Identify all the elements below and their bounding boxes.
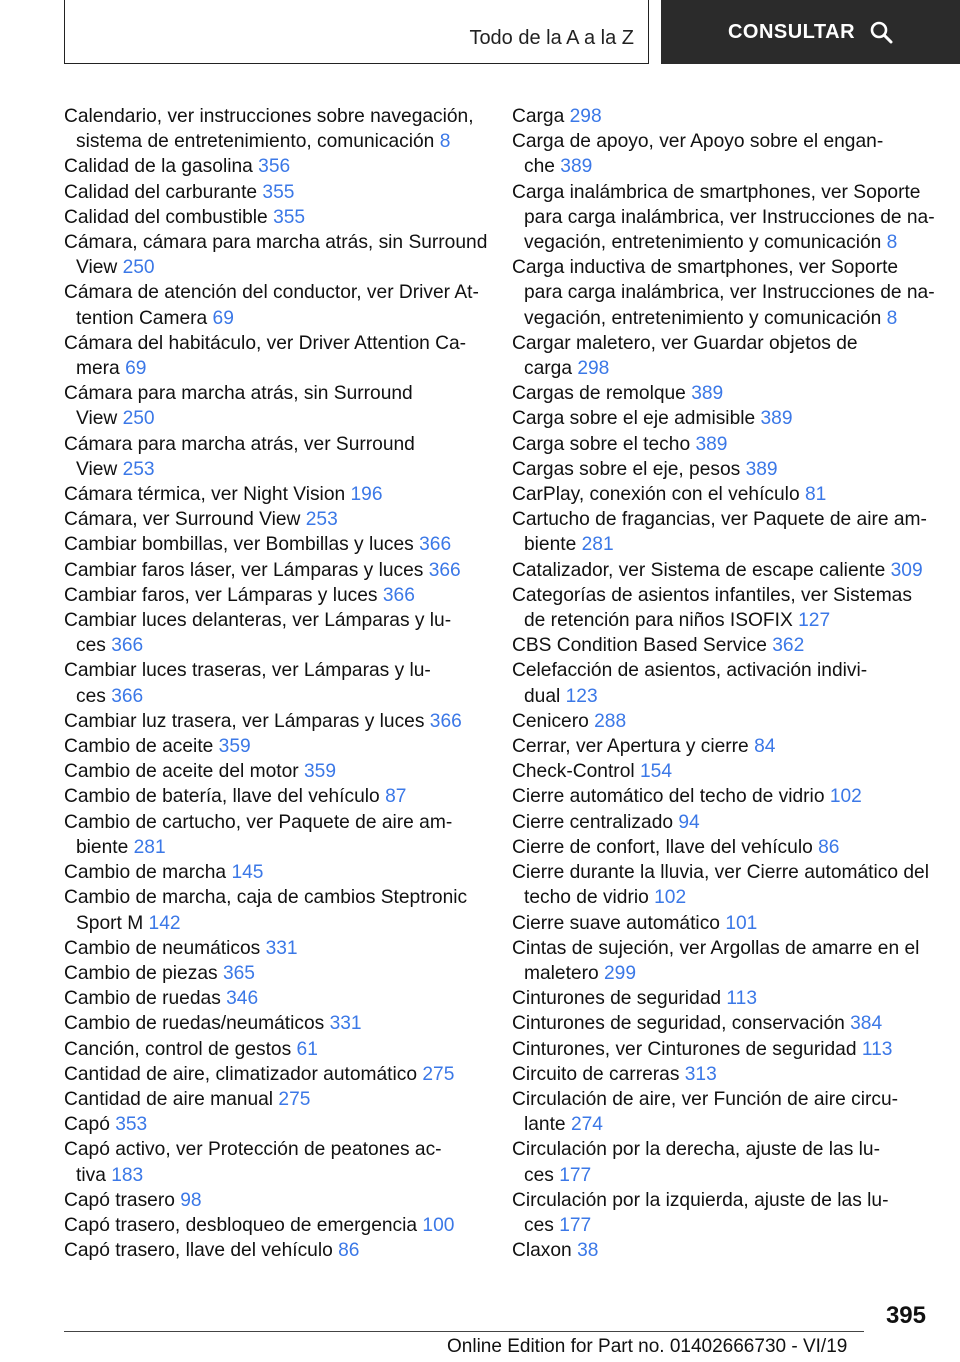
entry-text: View — [76, 458, 118, 480]
entry-text: biente — [76, 836, 129, 858]
page-link[interactable]: 86 — [338, 1240, 360, 1262]
entry-text: che — [524, 156, 555, 178]
page-link[interactable]: 298 — [577, 358, 610, 380]
entry-text: Cantidad de aire manual — [64, 1088, 274, 1110]
entry-text: CBS Condition Based Service — [512, 635, 767, 657]
index-entry — [64, 734, 484, 759]
page-link[interactable]: 177 — [559, 1164, 592, 1186]
index-entry — [512, 406, 932, 431]
page-link[interactable]: 69 — [125, 358, 147, 380]
index-entry — [512, 129, 932, 179]
index-entry — [512, 633, 932, 658]
page-link[interactable]: 86 — [818, 836, 840, 858]
entry-text: Cambiar luces traseras, ver Lámparas y lu- — [64, 660, 431, 682]
entry-text: Cambio de ruedas/neumáticos — [64, 1013, 325, 1035]
index-entry — [64, 331, 484, 381]
index-entry — [512, 482, 932, 507]
entry-text: Capó trasero, desbloqueo de emergencia — [64, 1214, 418, 1236]
index-entry — [512, 936, 932, 986]
entry-text: para carga inalámbrica, ver Instrucciones de na- — [524, 206, 935, 228]
index-entry — [512, 1037, 932, 1062]
page-link[interactable]: 346 — [226, 988, 259, 1010]
page-link[interactable]: 389 — [695, 433, 728, 455]
page-link[interactable]: 8 — [886, 232, 898, 254]
entry-text: Cámara para marcha atrás, sin Surround — [64, 383, 413, 405]
index-entry — [64, 205, 484, 230]
index-entry — [64, 1011, 484, 1036]
page-link[interactable]: 253 — [122, 458, 155, 480]
index-entry — [512, 1238, 932, 1263]
entry-text: View — [76, 408, 118, 430]
page-link[interactable]: 113 — [726, 988, 758, 1010]
entry-text: Canción, control de gestos — [64, 1038, 292, 1060]
entry-text: Cámara térmica, ver Night Vision — [64, 484, 346, 506]
index-entry — [512, 986, 932, 1011]
index-tab[interactable] — [64, 0, 649, 64]
entry-text: Sport M — [76, 912, 144, 934]
entry-text: Cambiar luz trasera, ver Lámparas y luces — [64, 710, 425, 732]
entry-text: Cambiar bombillas, ver Bombillas y luces — [64, 534, 414, 556]
page-link[interactable]: 389 — [745, 458, 778, 480]
page-link[interactable]: 123 — [565, 685, 598, 707]
index-column-left — [64, 104, 488, 1263]
index-entry — [64, 1188, 484, 1213]
index-entry — [512, 810, 932, 835]
index-entry — [64, 104, 484, 154]
entry-text: Cintas de sujeción, ver Argollas de amarre en el — [512, 937, 920, 959]
entry-text: Cantidad de aire, climatizador automático — [64, 1063, 418, 1085]
page-link[interactable]: 154 — [639, 761, 672, 783]
entry-text: Cambio de batería, llave del vehículo — [64, 786, 380, 808]
entry-text: Cambio de aceite — [64, 736, 214, 758]
entry-text: Calidad de la gasolina — [64, 156, 253, 178]
index-entry — [512, 860, 932, 910]
page-link[interactable]: 281 — [581, 534, 614, 556]
edition-text: Online Edition for Part no. 01402666730 - VI/19 — [447, 1336, 848, 1357]
index-entry — [512, 1062, 932, 1087]
index-entry — [64, 885, 484, 935]
index-entry — [512, 381, 932, 406]
index-entry — [64, 784, 484, 809]
entry-text: Capó activo, ver Protección de peatones ac- — [64, 1139, 442, 1161]
index-entry — [64, 658, 484, 708]
entry-text: Cinturones de seguridad, conservación — [512, 1013, 845, 1035]
index-entry — [64, 381, 484, 431]
page-link[interactable]: 366 — [111, 685, 144, 707]
entry-text: Catalizador, ver Sistema de escape caliente — [512, 559, 886, 581]
entry-text: vegación, entretenimiento y comunicación — [524, 307, 882, 329]
page-link[interactable]: 389 — [560, 156, 593, 178]
index-entry — [512, 583, 932, 633]
entry-text: Carga sobre el techo — [512, 433, 691, 455]
page-link[interactable]: 359 — [218, 736, 251, 758]
page-link[interactable]: 274 — [570, 1114, 603, 1136]
index-entry — [64, 709, 484, 734]
page-link[interactable]: 84 — [754, 736, 776, 758]
entry-text: lante — [524, 1114, 566, 1136]
page-link[interactable]: 38 — [577, 1240, 599, 1262]
index-entry — [64, 583, 484, 608]
index-entry — [64, 507, 484, 532]
page-link[interactable]: 102 — [654, 887, 687, 909]
page-link[interactable]: 356 — [258, 156, 291, 178]
page-link[interactable]: 127 — [798, 610, 831, 632]
entry-text: Cambio de cartucho, ver Paquete de aire am- — [64, 811, 453, 833]
index-entry — [512, 255, 935, 331]
entry-text: Cierre automático del techo de vidrio — [512, 786, 825, 808]
page-link[interactable]: 142 — [148, 912, 181, 934]
page-link[interactable]: 69 — [212, 307, 234, 329]
page-link[interactable]: 98 — [180, 1189, 202, 1211]
entry-text: CarPlay, conexión con el vehículo — [512, 484, 800, 506]
entry-text: Carga inalámbrica de smartphones, ver Soporte — [512, 181, 921, 203]
page-link[interactable]: 389 — [760, 408, 793, 430]
index-entry — [512, 734, 932, 759]
index-column-right — [512, 104, 935, 1263]
entry-text: de retención para niños ISOFIX — [524, 610, 793, 632]
entry-text: Cinturones, ver Cinturones de seguridad — [512, 1038, 857, 1060]
index-entry — [512, 709, 932, 734]
index-entry — [64, 1062, 484, 1087]
page-number: 395 — [885, 1302, 926, 1329]
entry-text: Circuito de carreras — [512, 1063, 680, 1085]
page-link[interactable]: 94 — [678, 811, 700, 833]
entry-text: Cenicero — [512, 710, 589, 732]
index-entry — [512, 1188, 932, 1238]
page-link[interactable]: 366 — [382, 584, 415, 606]
index-entry — [64, 759, 484, 784]
page-link[interactable]: 384 — [850, 1013, 883, 1035]
page-link[interactable]: 355 — [273, 206, 306, 228]
page-link[interactable]: 87 — [385, 786, 407, 808]
page-link[interactable]: 196 — [350, 484, 383, 506]
index-entry — [64, 154, 484, 179]
entry-text: dual — [524, 685, 561, 707]
entry-text: Cambiar faros láser, ver Lámparas y luces — [64, 559, 424, 581]
page-link[interactable]: 101 — [725, 912, 758, 934]
entry-text: Capó — [64, 1114, 110, 1136]
index-entry — [64, 432, 484, 482]
entry-text: Cargar maletero, ver Guardar objetos de — [512, 332, 858, 354]
entry-text: Cierre centralizado — [512, 811, 674, 833]
index-entry — [64, 860, 484, 885]
page-link[interactable]: 299 — [604, 962, 637, 984]
entry-text: Cambiar faros, ver Lámparas y luces — [64, 584, 378, 606]
index-entry — [512, 1011, 932, 1036]
entry-text: Claxon — [512, 1240, 572, 1262]
entry-text: Circulación de aire, ver Función de aire circu- — [512, 1088, 899, 1110]
entry-text: Categorías de asientos infantiles, ver Sistemas — [512, 584, 912, 606]
page-link[interactable]: 275 — [422, 1063, 455, 1085]
page-link[interactable]: 281 — [133, 836, 166, 858]
entry-text: Cámara para marcha atrás, ver Surround — [64, 433, 415, 455]
entry-text: Cargas de remolque — [512, 383, 686, 405]
entry-text: Check-Control — [512, 761, 635, 783]
page-link[interactable]: 100 — [422, 1214, 455, 1236]
entry-text: mera — [76, 358, 120, 380]
index-entry — [64, 1112, 484, 1137]
entry-text: Carga de apoyo, ver Apoyo sobre el engan- — [512, 131, 884, 153]
index-entry — [512, 658, 932, 708]
page-link[interactable]: 309 — [890, 559, 923, 581]
index-entry — [64, 1087, 484, 1112]
entry-text: ces — [76, 685, 106, 707]
entry-text: Calidad del carburante — [64, 181, 258, 203]
page-link[interactable]: 366 — [419, 534, 452, 556]
entry-text: biente — [524, 534, 577, 556]
index-entry — [64, 608, 484, 658]
entry-text: Cambiar luces delanteras, ver Lámparas y lu- — [64, 610, 452, 632]
index-entry — [512, 784, 932, 809]
page-link[interactable]: 8 — [439, 131, 451, 153]
entry-text: Cambio de piezas — [64, 962, 218, 984]
page-link[interactable]: 8 — [886, 307, 898, 329]
page-link[interactable]: 288 — [594, 710, 627, 732]
index-entry — [64, 1238, 484, 1263]
page-link[interactable]: 389 — [691, 383, 724, 405]
page-link[interactable]: 331 — [329, 1013, 362, 1035]
page-link[interactable]: 183 — [111, 1164, 144, 1186]
page-link[interactable]: 365 — [222, 962, 255, 984]
entry-text: View — [76, 257, 118, 279]
page-link[interactable]: 61 — [296, 1038, 318, 1060]
index-entry — [64, 532, 484, 557]
page-link[interactable]: 359 — [303, 761, 336, 783]
entry-text: ces — [76, 635, 106, 657]
entry-text: sistema de entretenimiento, comunicación — [76, 131, 435, 153]
entry-text: maletero — [524, 962, 599, 984]
entry-text: Cámara de atención del conductor, ver Driver At- — [64, 282, 479, 304]
index-entry — [512, 911, 932, 936]
page-link[interactable]: 102 — [829, 786, 862, 808]
page-link[interactable]: 113 — [861, 1038, 893, 1060]
index-entry — [512, 104, 932, 129]
entry-text: Cinturones de seguridad — [512, 988, 722, 1010]
entry-text: Cámara del habitáculo, ver Driver Attention Ca- — [64, 332, 467, 354]
index-entry — [64, 558, 484, 583]
page-link[interactable]: 177 — [559, 1214, 592, 1236]
page-link[interactable]: 81 — [804, 484, 827, 506]
page-link[interactable]: 298 — [569, 106, 602, 127]
entry-text: Cierre durante la lluvia, ver Cierre automático del — [512, 862, 929, 884]
index-entry — [512, 1087, 932, 1137]
index-entry — [64, 1037, 484, 1062]
consult-button[interactable] — [661, 0, 960, 64]
index-entry — [64, 1213, 484, 1238]
index-tab-label: Todo de la A a la Z — [469, 27, 634, 49]
page-link[interactable]: 145 — [231, 862, 264, 884]
index-entry — [512, 432, 932, 457]
entry-text: tention Camera — [76, 307, 208, 329]
entry-text: Circulación por la izquierda, ajuste de las lu- — [512, 1189, 889, 1211]
entry-text: Carga inductiva de smartphones, ver Soporte — [512, 257, 899, 279]
entry-text: Celefacción de asientos, activación indivi- — [512, 660, 868, 682]
index-entry — [64, 936, 484, 961]
page-link[interactable]: 366 — [428, 559, 461, 581]
entry-text: ces — [524, 1214, 554, 1236]
entry-text: Calendario, ver instrucciones sobre navegación, — [64, 106, 474, 127]
page-link[interactable]: 366 — [111, 635, 144, 657]
index-entry — [64, 986, 484, 1011]
index-entry — [512, 558, 932, 583]
index-entry — [512, 180, 935, 256]
entry-text: Cambio de marcha — [64, 862, 227, 884]
index-entry — [64, 810, 484, 860]
entry-text: techo de vidrio — [524, 887, 649, 909]
index-entry — [64, 180, 484, 205]
footer-divider — [64, 1331, 864, 1332]
search-icon — [869, 20, 893, 44]
page-link[interactable]: 313 — [684, 1063, 717, 1085]
index-entry — [512, 457, 932, 482]
page-link[interactable]: 250 — [122, 257, 155, 279]
entry-text: Cámara, cámara para marcha atrás, sin Surround — [64, 232, 488, 254]
page-link[interactable]: 353 — [115, 1114, 148, 1136]
entry-text: Cerrar, ver Apertura y cierre — [512, 736, 749, 758]
index-entry — [64, 482, 484, 507]
index-entry — [512, 759, 932, 784]
entry-text: Capó trasero, llave del vehículo — [64, 1240, 333, 1262]
entry-text: Circulación por la derecha, ajuste de las lu- — [512, 1139, 880, 1161]
page-link[interactable]: 355 — [262, 181, 295, 203]
index-entry — [64, 230, 488, 280]
entry-text: Cierre suave automático — [512, 912, 720, 934]
index-entry — [512, 835, 932, 860]
entry-text: Carga — [512, 106, 565, 127]
page-link[interactable]: 250 — [122, 408, 155, 430]
page-link[interactable]: 362 — [772, 635, 805, 657]
entry-text: Cambio de aceite del motor — [64, 761, 299, 783]
entry-text: Cambio de ruedas — [64, 988, 221, 1010]
entry-text: carga — [524, 358, 572, 380]
entry-text: Cambio de marcha, caja de cambios Steptronic — [64, 887, 468, 909]
index-entry — [64, 280, 484, 330]
index-entry — [512, 1137, 932, 1187]
consult-button-label: CONSULTAR — [727, 20, 856, 43]
entry-text: Cartucho de fragancias, ver Paquete de aire am- — [512, 509, 927, 531]
entry-text: vegación, entretenimiento y comunicación — [524, 232, 882, 254]
page-link[interactable]: 253 — [305, 509, 338, 531]
index-entry — [512, 507, 932, 557]
page-link[interactable]: 331 — [265, 937, 298, 959]
entry-text: tiva — [76, 1164, 106, 1186]
entry-text: Cargas sobre el eje, pesos — [512, 458, 741, 480]
entry-text: para carga inalámbrica, ver Instrucciones de na- — [524, 282, 935, 304]
page-link[interactable]: 275 — [278, 1088, 311, 1110]
entry-text: ces — [524, 1164, 554, 1186]
entry-text: Calidad del combustible — [64, 206, 268, 228]
entry-text: Carga sobre el eje admisible — [512, 408, 756, 430]
entry-text: Cierre de confort, llave del vehículo — [512, 836, 813, 858]
entry-text: Cambio de neumáticos — [64, 937, 261, 959]
index-entry — [64, 1137, 484, 1187]
page-link[interactable]: 366 — [429, 710, 462, 732]
entry-text: Capó trasero — [64, 1189, 175, 1211]
index-entry — [64, 961, 484, 986]
index-entry — [512, 331, 932, 381]
entry-text: Cámara, ver Surround View — [64, 509, 301, 531]
